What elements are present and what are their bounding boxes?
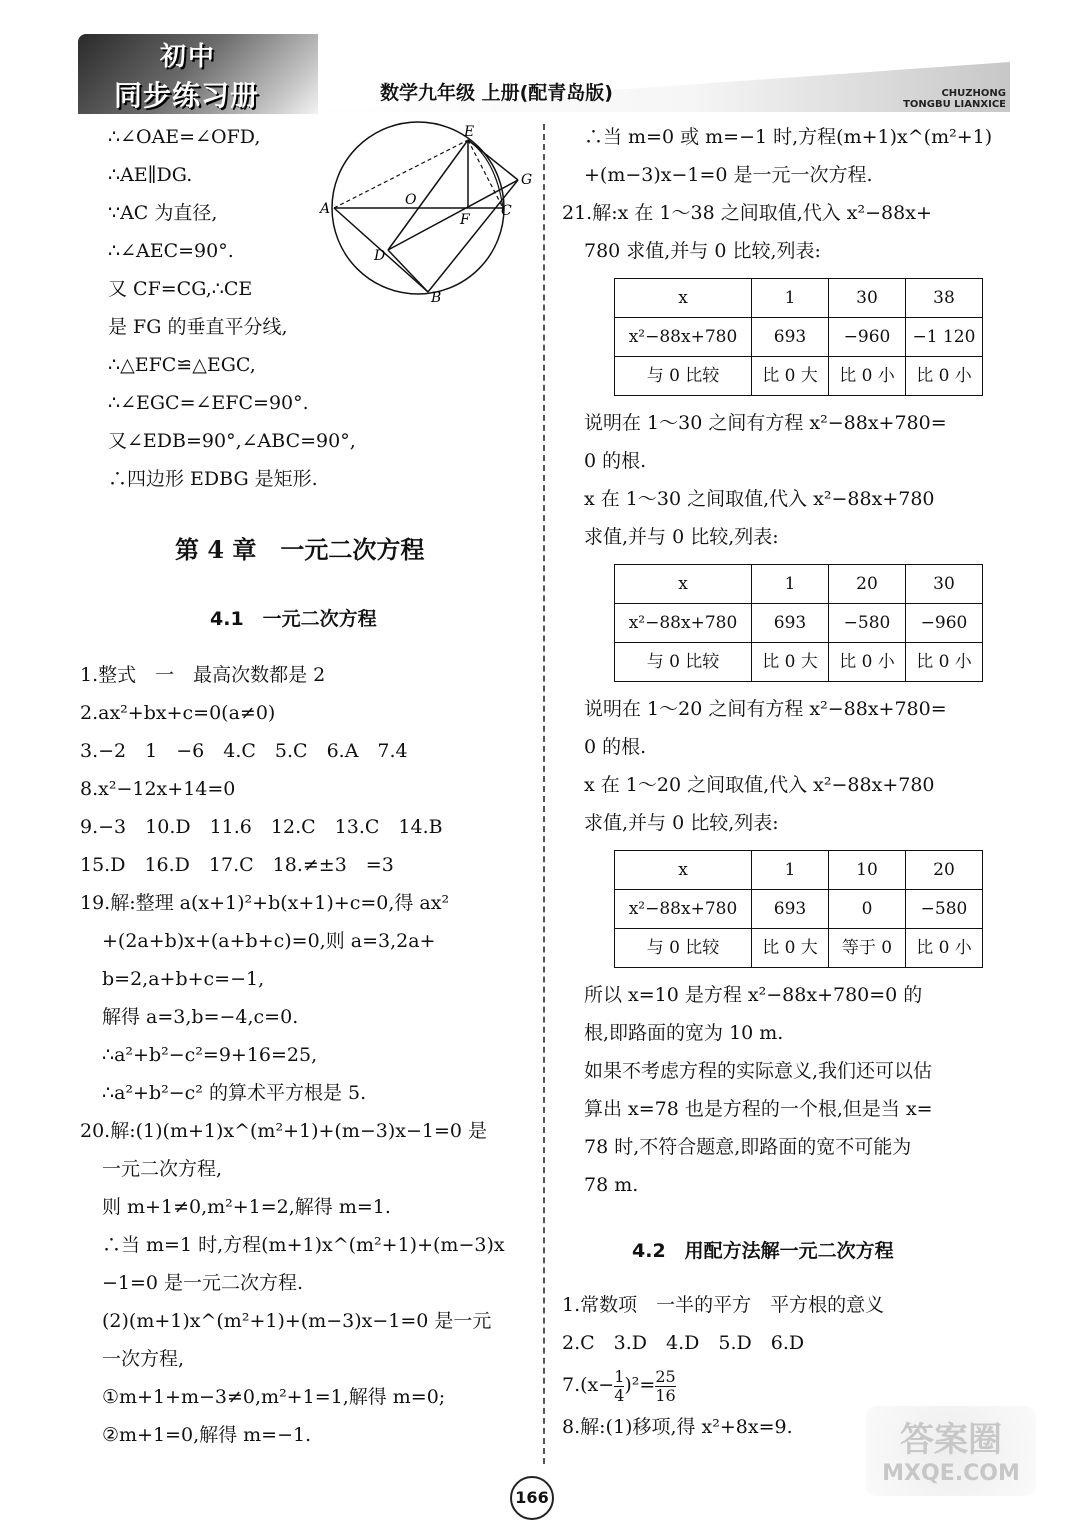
answer-line: ②m+1=0,解得 m=−1. [102, 1424, 312, 1446]
table-cell: 20 [829, 565, 906, 604]
proof-line: ∵AC 为直径, [108, 202, 218, 224]
diagram-label-d: D [374, 248, 386, 264]
watermark [866, 1406, 1036, 1496]
answer-line: 0 的根. [584, 450, 647, 472]
answer-line: 78 时,不符合题意,即路面的宽不可能为 [584, 1136, 912, 1158]
answer-line: +(m−3)x−1=0 是一元一次方程. [584, 164, 873, 186]
answer-line: −1=0 是一元二次方程. [102, 1272, 304, 1294]
answer-line: 1.整式 一 最高次数都是 2 [80, 664, 326, 686]
answer-line: 78 m. [584, 1174, 639, 1196]
table-cell: 比 0 小 [906, 929, 983, 968]
table-cell: 30 [829, 279, 906, 318]
fraction-25-16 [655, 1368, 675, 1405]
diagram-label-b: B [431, 290, 442, 305]
answer-line: x 在 1～30 之间取值,代入 x²−88x+780 [584, 488, 935, 510]
answer-line: 根,即路面的宽为 10 m. [584, 1022, 784, 1044]
table-cell: 0 [829, 890, 906, 929]
answer-line: 20.解:(1)(m+1)x^(m²+1)+(m−3)x−1=0 是 [80, 1120, 488, 1142]
logo-top-text: 初中 [160, 42, 217, 72]
table-cell: −1 120 [906, 318, 983, 357]
fraction-numerator: 25 [655, 1366, 676, 1386]
answer-line: 15.D 16.D 17.C 18.≠±3 =3 [80, 854, 394, 876]
geometry-diagram [318, 120, 540, 305]
fraction-denominator: 16 [655, 1385, 676, 1405]
answer-line: 780 求值,并与 0 比较,列表: [584, 240, 821, 262]
table-cell: 比 0 大 [752, 929, 829, 968]
diagram-label-a: A [320, 201, 331, 217]
answer-line-fraction [562, 1362, 1032, 1408]
table-row [615, 357, 983, 396]
answer-line: x 在 1～20 之间取值,代入 x²−88x+780 [584, 774, 935, 796]
diagram-label-o: O [405, 192, 417, 208]
answer-line: 1.常数项 一半的平方 平方根的意义 [562, 1294, 885, 1316]
answer-line: 3.−2 1 −6 4.C 5.C 6.A 7.4 [80, 740, 408, 762]
table-cell: 比 0 小 [829, 357, 906, 396]
answer-line: 说明在 1～20 之间有方程 x²−88x+780= [584, 698, 947, 720]
value-table-3 [614, 850, 983, 968]
chapter-title: 第 4 章 一元二次方程 [175, 535, 425, 564]
proof-line: 又∠EDB=90°,∠ABC=90°, [108, 430, 356, 452]
fraction-numerator: 1 [614, 1366, 625, 1386]
table-cell: 比 0 小 [906, 357, 983, 396]
value-table-1 [614, 278, 983, 396]
proof-line: 是 FG 的垂直平分线, [108, 316, 288, 338]
table-cell: 等于 0 [829, 929, 906, 968]
diagram-label-c: C [501, 203, 512, 219]
table-cell: −960 [829, 318, 906, 357]
answer-line: 则 m+1≠0,m²+1=2,解得 m=1. [102, 1196, 391, 1218]
proof-line: 又 CF=CG,∴CE [108, 278, 253, 300]
book-title: 数学九年级 上册(配青岛版) [380, 82, 613, 104]
diagram-label-g: G [521, 172, 533, 188]
pinyin-line-2: TONGBU LIANXICE [903, 99, 1006, 110]
table-cell: 比 0 小 [906, 643, 983, 682]
answer-line: 0 的根. [584, 736, 647, 758]
fraction-one-quarter [614, 1368, 624, 1405]
answer-line: 算出 x=78 也是方程的一个根,但是当 x= [584, 1098, 933, 1120]
answer-line: 说明在 1～30 之间有方程 x²−88x+780= [584, 412, 947, 434]
diagram-label-f: F [460, 212, 470, 228]
answer-line: 21.解:x 在 1～38 之间取值,代入 x²−88x+ [562, 202, 932, 224]
table-cell: x²−88x+780 [615, 890, 752, 929]
logo-bottom-text: 同步练习册 [114, 79, 260, 112]
answer-line: 2.C 3.D 4.D 5.D 6.D [562, 1332, 805, 1354]
table-row [615, 279, 983, 318]
answer-line: 一元二次方程, [102, 1158, 223, 1180]
table-row [615, 890, 983, 929]
table-cell: x [615, 565, 752, 604]
table-cell: x [615, 851, 752, 890]
watermark-title: 答案圈 [900, 1420, 1002, 1460]
answer-line: 8.x²−12x+14=0 [80, 778, 236, 800]
series-logo [78, 34, 318, 114]
table-cell: 比 0 小 [829, 643, 906, 682]
table-cell: 10 [829, 851, 906, 890]
diagram-label-e: E [464, 124, 475, 140]
answer-line: ∴当 m=0 或 m=−1 时,方程(m+1)x^(m²+1) [584, 126, 993, 148]
answer-line: 一次方程, [102, 1348, 185, 1370]
proof-line: ∴AE∥DG. [108, 164, 193, 186]
watermark-url: MXQE.COM [882, 1461, 1020, 1486]
page-header [0, 0, 1066, 118]
answer-line: ∴a²+b²−c² 的算术平方根是 5. [102, 1082, 367, 1104]
answer-line: ∴当 m=1 时,方程(m+1)x^(m²+1)+(m−3)x [102, 1234, 505, 1256]
proof-line: ∴△EFC≌△EGC, [108, 354, 256, 376]
table-cell: 与 0 比较 [615, 643, 752, 682]
table-cell: 与 0 比较 [615, 929, 752, 968]
table-row [615, 643, 983, 682]
table-cell: 比 0 大 [752, 643, 829, 682]
answer-7-prefix: 7.(x− [562, 1374, 615, 1396]
section-title-4-2: 4.2 用配方法解一元二次方程 [632, 1240, 894, 1262]
table-cell: 38 [906, 279, 983, 318]
table-cell: −580 [829, 604, 906, 643]
table-cell: 1 [752, 565, 829, 604]
answer-line: ∴a²+b²−c²=9+16=25, [102, 1044, 318, 1066]
table-row [615, 318, 983, 357]
value-table-2 [614, 564, 983, 682]
table-cell: 693 [752, 890, 829, 929]
page-number: 166 [510, 1476, 554, 1520]
answer-line: 8.解:(1)移项,得 x²+8x=9. [562, 1416, 793, 1438]
proof-line: ∴∠AEC=90°. [108, 240, 234, 262]
table-cell: 1 [752, 279, 829, 318]
table-cell: 693 [752, 604, 829, 643]
table-row [615, 851, 983, 890]
fraction-denominator: 4 [614, 1385, 625, 1405]
table-cell: 1 [752, 851, 829, 890]
right-column [562, 118, 1022, 1204]
left-answers [80, 656, 540, 1454]
table-row [615, 929, 983, 968]
proof-line: ∴四边形 EDBG 是矩形. [108, 468, 318, 490]
table-cell: x²−88x+780 [615, 604, 752, 643]
table-cell: 比 0 大 [752, 357, 829, 396]
answer-line: 求值,并与 0 比较,列表: [584, 526, 779, 548]
answer-line: 9.−3 10.D 11.6 12.C 13.C 14.B [80, 816, 443, 838]
table-cell: −960 [906, 604, 983, 643]
answer-line: 2.ax²+bx+c=0(a≠0) [80, 702, 276, 724]
table-cell: 30 [906, 565, 983, 604]
answer-line: 所以 x=10 是方程 x²−88x+780=0 的 [584, 984, 923, 1006]
answer-line: b=2,a+b+c=−1, [102, 968, 265, 990]
answer-7-mid: )²= [624, 1374, 656, 1396]
table-row [615, 565, 983, 604]
table-cell: 与 0 比较 [615, 357, 752, 396]
answer-line: 解得 a=3,b=−4,c=0. [102, 1006, 299, 1028]
answer-line: 求值,并与 0 比较,列表: [584, 812, 779, 834]
answer-line: (2)(m+1)x^(m²+1)+(m−3)x−1=0 是一元 [102, 1310, 492, 1332]
table-cell: x [615, 279, 752, 318]
table-cell: 693 [752, 318, 829, 357]
answer-line: 19.解:整理 a(x+1)²+b(x+1)+c=0,得 ax² [80, 892, 450, 914]
answer-line: ①m+1+m−3≠0,m²+1=1,解得 m=0; [102, 1386, 446, 1408]
table-row [615, 604, 983, 643]
proof-line: ∴∠EGC=∠EFC=90°. [108, 392, 309, 414]
proof-line: ∴∠OAE=∠OFD, [108, 126, 261, 148]
table-cell: 20 [906, 851, 983, 890]
table-cell: −580 [906, 890, 983, 929]
section-title-4-1: 4.1 一元二次方程 [210, 608, 377, 630]
answer-line: 如果不考虑方程的实际意义,我们还可以估 [584, 1060, 933, 1082]
answer-line: +(2a+b)x+(a+b+c)=0,则 a=3,2a+ [102, 930, 436, 952]
table-cell: x²−88x+780 [615, 318, 752, 357]
pinyin-line-1: CHUZHONG [941, 88, 1006, 99]
series-pinyin [903, 88, 1006, 110]
